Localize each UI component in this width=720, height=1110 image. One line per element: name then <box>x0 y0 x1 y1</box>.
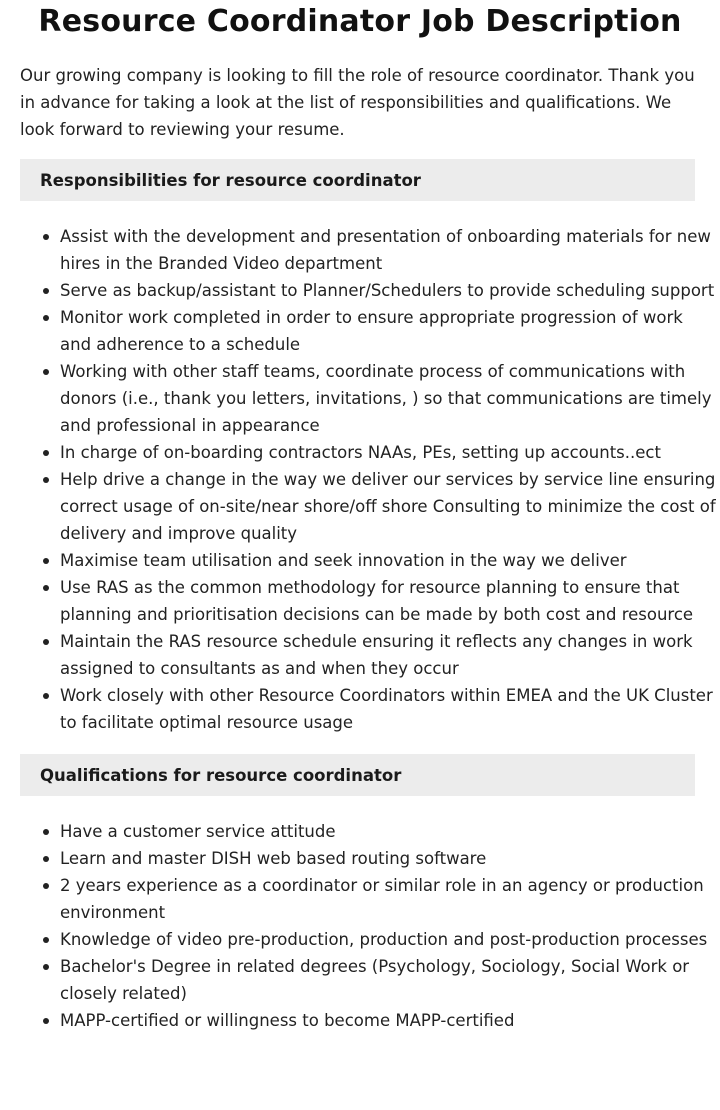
list-item: Work closely with other Resource Coordinators within EMEA and the UK Cluster to facilitate optimal resource usage <box>60 682 720 736</box>
qualifications-heading: Qualifications for resource coordinator <box>40 765 402 785</box>
list-item: Working with other staff teams, coordinate process of communications with donors (i.e., thank you letters, invitations, ) so that communications are timely and professional in appearance <box>60 358 720 439</box>
intro-paragraph: Our growing company is looking to fill the role of resource coordinator. Thank you in advance for taking a look at the list of responsibilities and qualifications. We look forward to reviewing your resume. <box>20 66 695 139</box>
list-item: Help drive a change in the way we deliver our services by service line ensuring correct usage of on-site/near shore/off shore Consulting to minimize the cost of delivery and improve quality <box>60 466 720 547</box>
list-item: Knowledge of video pre-production, production and post-production processes <box>60 926 720 953</box>
list-item: Maximise team utilisation and seek innovation in the way we deliver <box>60 547 720 574</box>
list-item: 2 years experience as a coordinator or similar role in an agency or production environment <box>60 872 720 926</box>
list-item: Learn and master DISH web based routing software <box>60 845 720 872</box>
responsibilities-heading: Responsibilities for resource coordinator <box>40 170 421 190</box>
list-item: Use RAS as the common methodology for resource planning to ensure that planning and prioritisation decisions can be made by both cost and resource <box>60 574 720 628</box>
list-item: Maintain the RAS resource schedule ensuring it reflects any changes in work assigned to consultants as and when they occur <box>60 628 720 682</box>
qualifications-list <box>0 818 720 1034</box>
qualifications-header <box>20 754 695 796</box>
list-item: Have a customer service attitude <box>60 818 720 845</box>
list-item: Assist with the development and presentation of onboarding materials for new hires in the Branded Video department <box>60 223 720 277</box>
list-item: MAPP-certified or willingness to become MAPP-certified <box>60 1007 720 1034</box>
list-item: Monitor work completed in order to ensure appropriate progression of work and adherence to a schedule <box>60 304 720 358</box>
responsibilities-list <box>0 223 720 736</box>
responsibilities-header <box>20 159 695 201</box>
list-item: Serve as backup/assistant to Planner/Schedulers to provide scheduling support <box>60 277 720 304</box>
page-title: Resource Coordinator Job Description <box>38 4 682 39</box>
list-item: In charge of on-boarding contractors NAAs, PEs, setting up accounts..ect <box>60 439 720 466</box>
list-item: Bachelor's Degree in related degrees (Psychology, Sociology, Social Work or closely related) <box>60 953 720 1007</box>
